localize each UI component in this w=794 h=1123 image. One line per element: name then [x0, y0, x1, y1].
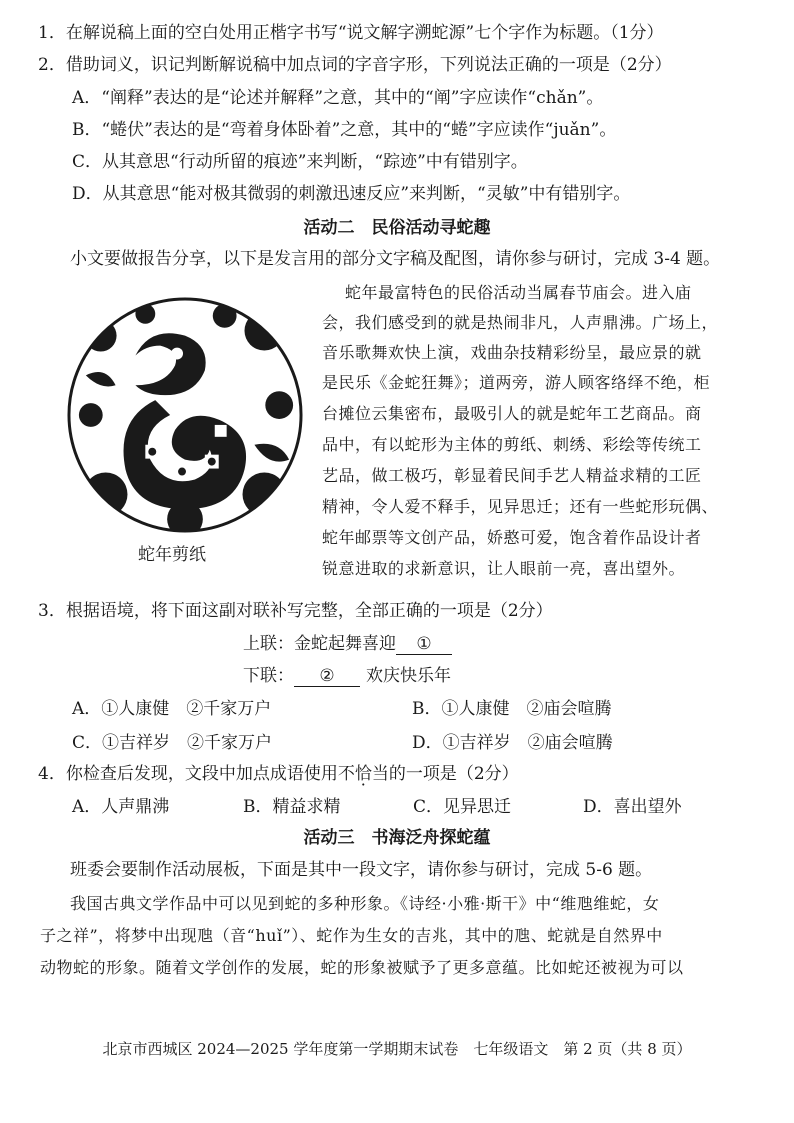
passage-line: 艺品，做工极巧，彰显着民间手艺人精益求精的工匠	[322, 466, 702, 485]
question-3-option-d: D．①吉祥岁 ②庙会喧腾	[412, 733, 613, 753]
passage-line: 我国古典文学作品中可以见到蛇的多种形象。《诗经·小雅·斯干》中“维虺维蛇，女	[70, 894, 660, 913]
image-caption: 蛇年剪纸	[138, 545, 206, 565]
question-4-option-d: D．喜出望外	[583, 797, 682, 817]
couplet-lower-tail: 欢庆快乐年	[366, 666, 451, 686]
question-2-option-a: A．“阐释”表达的是“论述并解释”之意，其中的“阐”字应读作“chǎn”。	[72, 88, 604, 108]
activity-2-intro: 小文要做报告分享，以下是发言用的部分文字稿及配图，请你参与研讨，完成 3-4 题。	[70, 249, 721, 269]
question-4-stem-dotted: 不恰当	[337, 764, 389, 784]
question-3-option-b: B．①人康健 ②庙会喧腾	[412, 699, 612, 719]
couplet-upper-label: 上联：金蛇起舞喜迎	[243, 634, 396, 654]
question-4-stem	[38, 763, 519, 785]
question-2-option-d: D．从其意思“能对极其微弱的刺激迅速反应”来判断，“灵敏”中有错别字。	[72, 184, 631, 204]
question-2-option-b: B．“蜷伏”表达的是“弯着身体卧着”之意，其中的“蜷”字应读作“juǎn”。	[72, 120, 617, 140]
couplet-upper	[243, 633, 452, 655]
question-4-option-b: B．精益求精	[243, 797, 341, 817]
passage-line: 精神，令人爱不释手，见异思迁；还有一些蛇形玩偶、	[322, 497, 719, 516]
passage-line: 动物蛇的形象。随着文学创作的发展，蛇的形象被赋予了更多意蕴。比如蛇还被视为可以	[40, 958, 684, 977]
question-4-option-a: A．人声鼎沸	[72, 797, 170, 817]
activity-3-title: 活动三 书海泛舟探蛇蕴	[303, 828, 491, 848]
passage-line: 蛇年最富特色的民俗活动当属春节庙会。进入庙	[345, 283, 692, 302]
passage-line: 蛇年邮票等文创产品，娇憨可爱，饱含着作品设计者	[322, 528, 702, 547]
passage-line: 子之祥”，将梦中出现虺（音“huǐ”）、蛇作为生女的吉兆，其中的虺、蛇就是自然界中	[40, 926, 663, 945]
question-2-stem: 2．借助词义，识记判断解说稿中加点词的字音字形，下列说法正确的一项是（2分）	[38, 55, 672, 75]
passage-line: 台摊位云集密布，最吸引人的就是蛇年工艺商品。商	[322, 404, 702, 423]
question-1: 1．在解说稿上面的空白处用正楷字书写“说文解字溯蛇源”七个字作为标题。（1分）	[38, 23, 664, 43]
couplet-blank-2: ②	[294, 666, 360, 687]
question-2-option-c: C．从其意思“行动所留的痕迹”来判断，“踪迹”中有错别字。	[72, 152, 528, 172]
couplet-blank-1: ①	[396, 634, 452, 655]
activity-2-title: 活动二 民俗活动寻蛇趣	[303, 218, 491, 238]
question-4-stem-post: 的一项是（2分）	[388, 764, 519, 784]
couplet-lower	[243, 665, 451, 687]
question-3-option-c: C．①吉祥岁 ②千家万户	[72, 733, 273, 753]
passage-line: 锐意进取的求新意识，让人眼前一亮，喜出望外。	[322, 559, 686, 578]
passage-line: 会，我们感受到的就是热闹非凡，人声鼎沸。广场上，	[322, 313, 719, 332]
passage-line: 是民乐《金蛇狂舞》；道两旁，游人顾客络绎不绝，柜	[322, 373, 711, 392]
question-4-option-c: C．见异思迁	[413, 797, 512, 817]
question-3-stem: 3．根据语境，将下面这副对联补写完整，全部正确的一项是（2分）	[38, 601, 553, 621]
page-footer: 北京市西城区 2024—2025 学年度第一学期期末试卷 七年级语文 第 2 页（共 8 页）	[102, 1040, 692, 1058]
question-3-option-a: A．①人康健 ②千家万户	[72, 699, 272, 719]
question-4-stem-pre: 4．你检查后发现，文段中加点成语使用	[38, 764, 338, 784]
passage-line: 音乐歌舞欢快上演，戏曲杂技精彩纷呈，最应景的就	[322, 343, 702, 362]
passage-line: 品中，有以蛇形为主体的剪纸、刺绣、彩绘等传统工	[322, 435, 702, 454]
activity-3-intro: 班委会要制作活动展板，下面是其中一段文字，请你参与研讨，完成 5-6 题。	[70, 860, 653, 880]
snake-papercut-image	[66, 296, 304, 534]
couplet-lower-label: 下联：	[243, 666, 294, 686]
